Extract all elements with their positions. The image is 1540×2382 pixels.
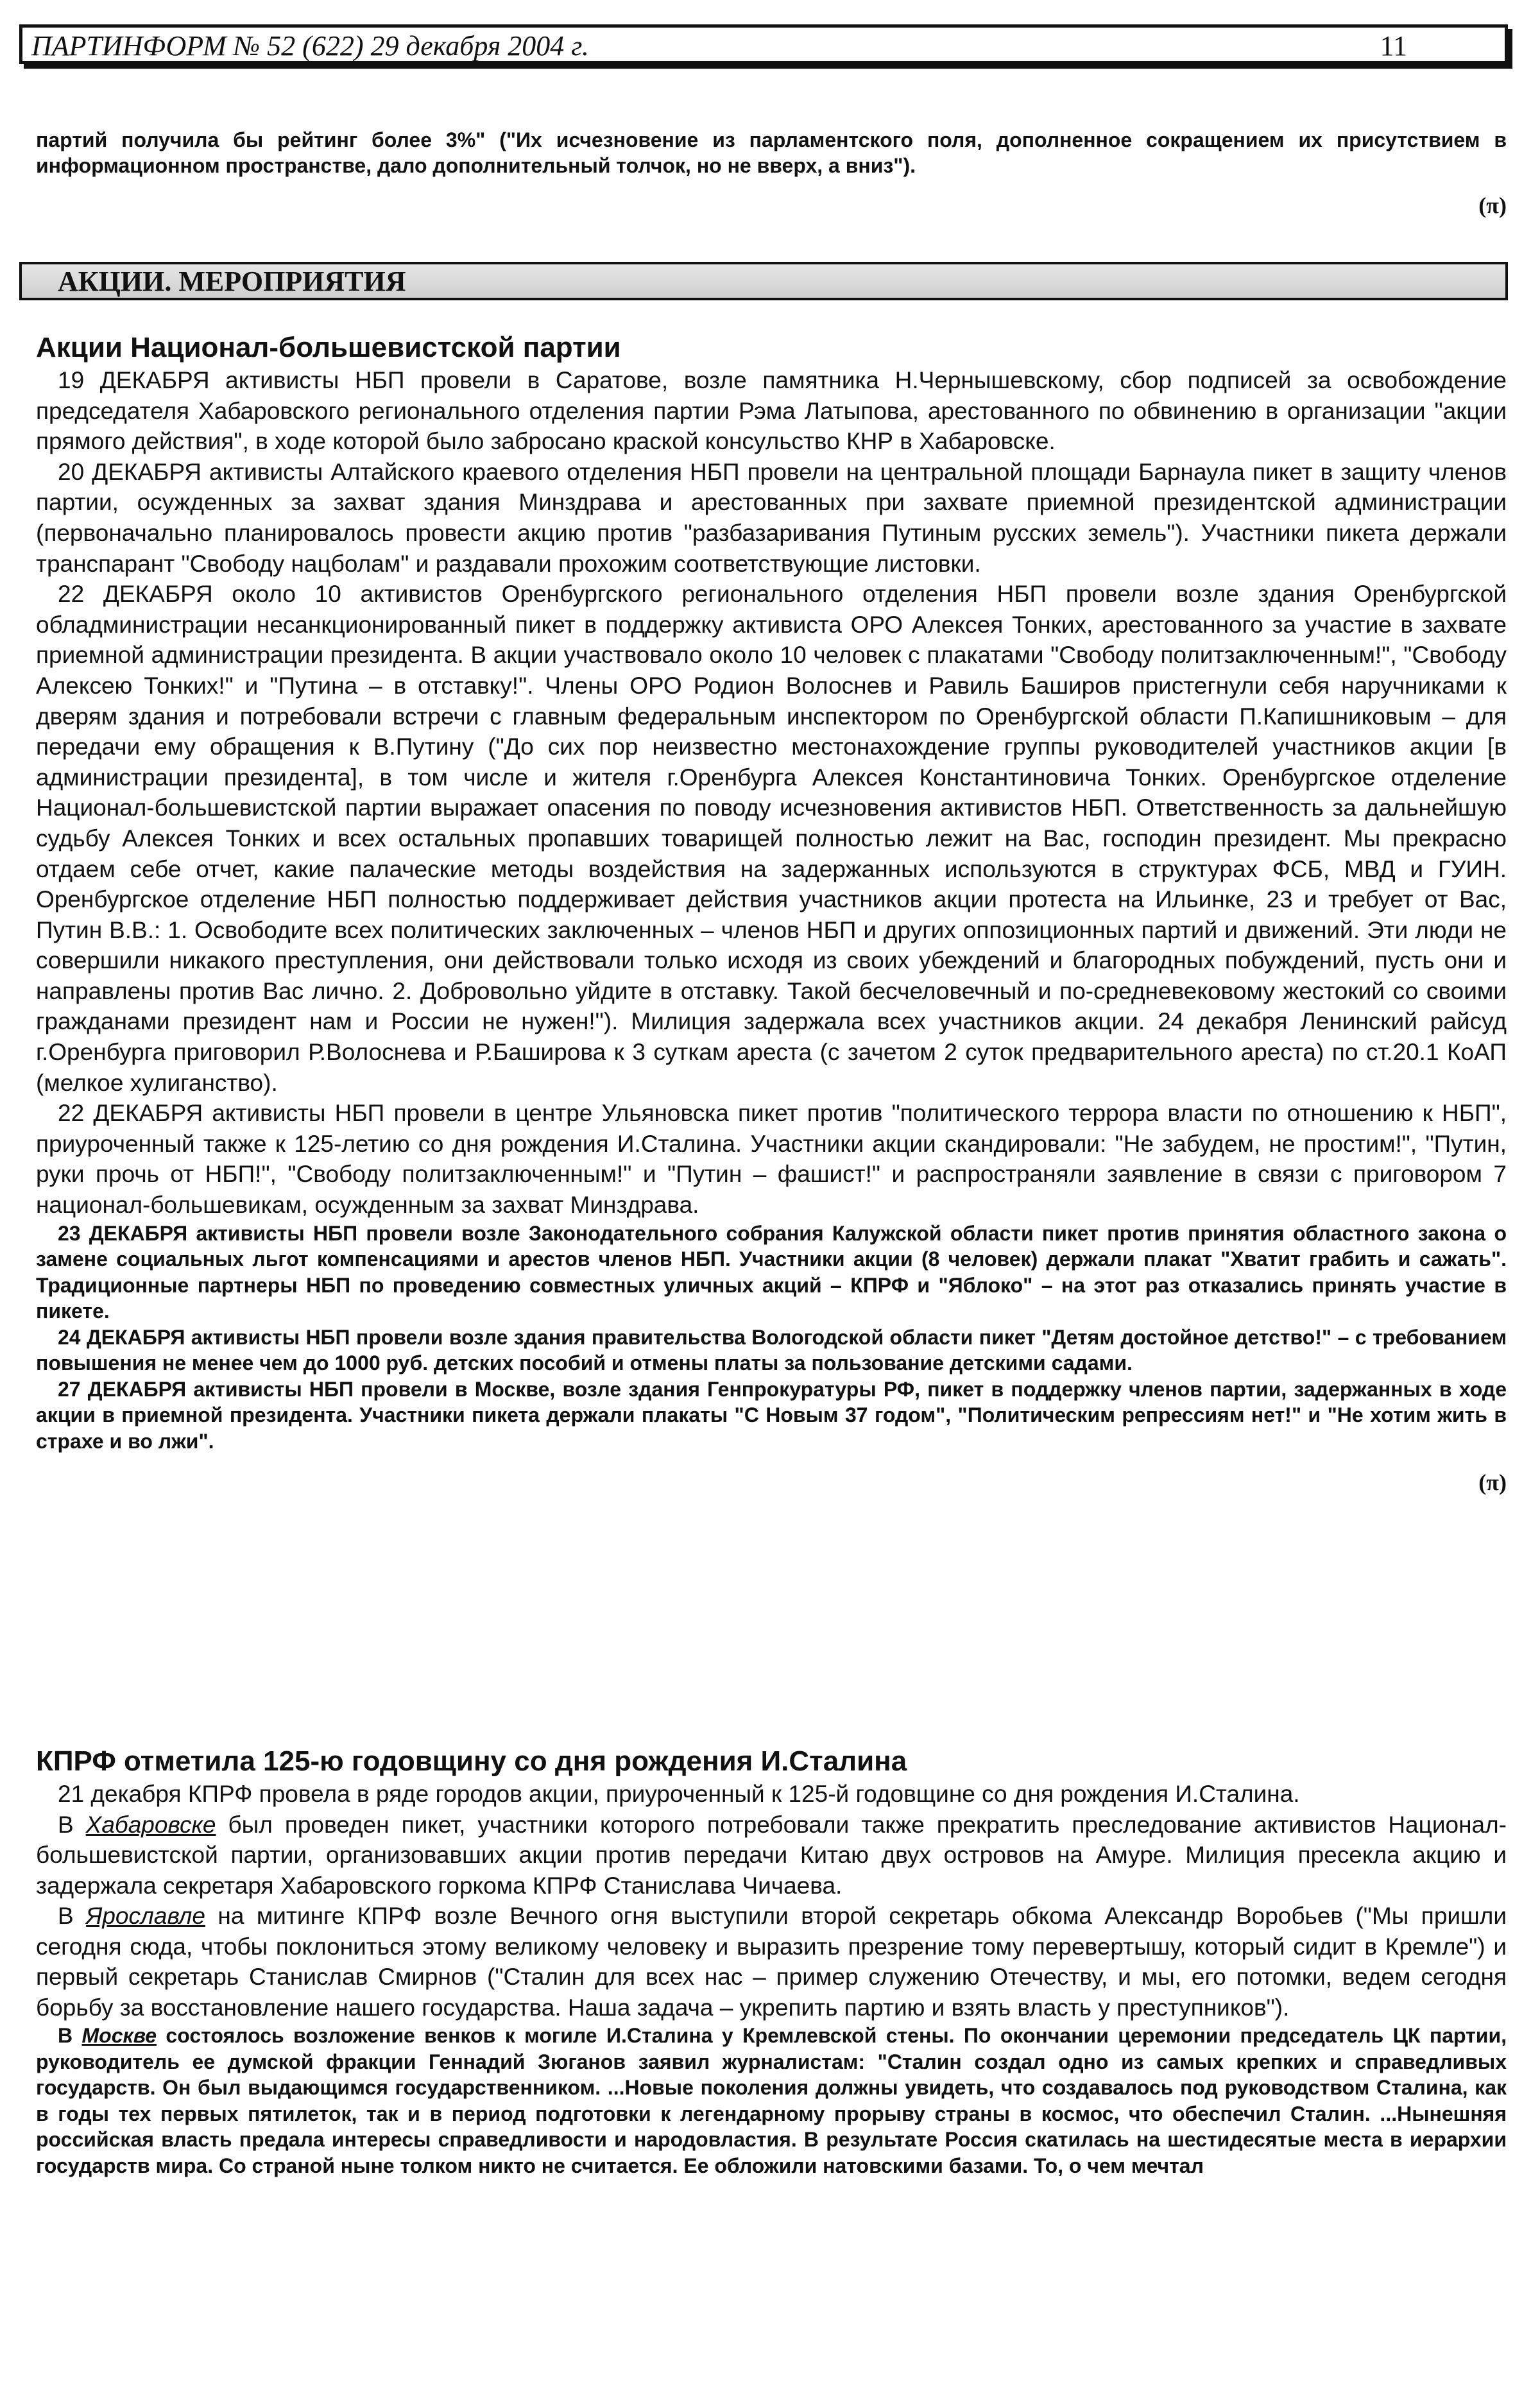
paragraph-prefix: В bbox=[58, 1811, 74, 1838]
header-title: ПАРТИНФОРМ № 52 (622) 29 декабря 2004 г. bbox=[31, 30, 589, 62]
intro-signature: (π) bbox=[1478, 193, 1507, 218]
paragraph-prefix: В bbox=[58, 2024, 73, 2047]
article-paragraph bbox=[36, 1810, 1507, 1901]
article-title: КПРФ отметила 125-ю годовщину со дня рождения И.Сталина bbox=[36, 1745, 907, 1777]
article-kprf bbox=[36, 1744, 1507, 2179]
paragraph-prefix: В bbox=[58, 1903, 74, 1929]
article-paragraph: 22 ДЕКАБРЯ около 10 активистов Оренбургского регионального отделения НБП провели возле здания Оренбургской обладминистрации несанкционированный пикет в поддержку активиста ОРО Алексея Тонких, арестованного за участие в захвате приемной администрации президента. В акции участвовало около 10 человек с плакатами "Свободу политзаключенным!", "Свободу Алексею Тонких!" и "Путина – в отставку!". Члены ОРО Родион Волоснев и Равиль Баширов пристегнули себя наручниками к дверям здания и потребовали встречи с главным федеральным инспектором по Оренбургской области П.Капишниковым – для передачи ему обращения к В.Путину ("До сих пор неизвестно местонахождение группы руководителей участников акции [в администрации президента], в том числе и жителя г.Оренбурга Алексея Константиновича Тонких. Оренбургское отделение Национал-большевистской партии выражает опасения по поводу исчезновения активистов НБП. Ответственность за дальнейшую судьбу Алексея Тонких и всех остальных пропавших товарищей полностью лежит на Вас, господин президент. Мы прекрасно отдаем себе отчет, какие палаческие методы воздействия на задержанных используются в структурах ФСБ, МВД и ГУИН. Оренбургское отделение НБП полностью поддерживает действия участников акции протеста на Ильинке, 23 и требует от Вас, Путин В.В.: 1. Освободите всех политических заключенных – членов НБП и других оппозиционных партий и движений. Эти люди не совершили никакого преступления, они действовали только исходя из своих убеждений и благородных побуждений, пусть они и направлены против Вас лично. 2. Добровольно уйдите в отставку. Такой бесчеловечный и по-средневековому жестокий со своими гражданами президент нам и России не нужен!"). Милиция задержала всех участников акции. 24 декабря Ленинский райсуд г.Оренбурга приговорил Р.Волоснева и Р.Баширова к 3 суткам ареста (с зачетом 2 суток предварительного ареста) по ст.20.1 КоАП (мелкое хулиганство). bbox=[36, 581, 1507, 1096]
page-number: 11 bbox=[1380, 30, 1407, 62]
article-paragraph bbox=[36, 1901, 1507, 2023]
paragraph-text: был проведен пикет, участники которого потребовали также прекратить преследование активистов Национал-большевистской партии, организовавших акции против передачи Китаю двух островов на Амуре. Милиция пресекла акцию и задержала секретаря Хабаровского горкома КПРФ Станислава Чичаева. bbox=[36, 1811, 1507, 1899]
article-paragraph-bold: 27 ДЕКАБРЯ активисты НБП провели в Москве, возле здания Генпрокуратуры РФ, пикет в поддержку членов партии, задержанных в ходе акции в приемной президента. Участники пикета держали плакаты "С Новым 37 годом", "Политическим репрессиям нет!" и "Не хотим жить в страхе и во лжи". bbox=[36, 1377, 1507, 1453]
article-paragraph: 21 декабря КПРФ провела в ряде городов акции, приуроченный к 125-й годовщине со дня рождения И.Сталина. bbox=[58, 1781, 1300, 1807]
article-nbp bbox=[36, 330, 1507, 1496]
article-paragraph: 20 ДЕКАБРЯ активисты Алтайского краевого отделения НБП провели на центральной площади Барнаула пикет в защиту членов партии, осужденных за захват здания Минздрава и арестованных при захвате приемной президентской администрации (первоначально планировалось провести акцию против "разбазаривания Путиным русских земель"). Участники пикета держали транспарант "Свободу нацболам" и раздавали прохожим соответствующие листовки. bbox=[36, 458, 1507, 577]
city-name: Хабаровске bbox=[85, 1811, 216, 1838]
paragraph-text: на митинге КПРФ возле Вечного огня выступили второй секретарь обкома Александр Воробьев ("Мы пришли сегодня сюда, чтобы поклониться этому великому человеку и выразить презрение тому перевертышу, который сидит в Кремле") и первый секретарь Станислав Смирнов ("Сталин для всех нас – пример служению Отечеству, и мы, его потомки, ведем сегодня борьбу за восстановление нашего государства. Наша задача – укрепить партию и взять власть у преступников"). bbox=[36, 1903, 1507, 2021]
article-signature: (π) bbox=[1478, 1469, 1507, 1496]
intro-text: партий получила бы рейтинг более 3%" ("Их исчезновение из парламентского поля, дополненное сокращением их присутствием в информационном пространстве, дало дополнительный толчок, но не вверх, а вниз"). bbox=[36, 128, 1507, 177]
article-title: Акции Национал-большевистской партии bbox=[36, 332, 621, 363]
article-paragraph: 22 ДЕКАБРЯ активисты НБП провели в центре Ульяновска пикет против "политического террора власти по отношению к НБП", приуроченный также к 125-летию со дня рождения И.Сталина. Участники акции скандировали: "Не забудем, не простим!", "Путин, руки прочь от НБП!", "Свободу политзаключенным!" и "Путин – фашист!" и распространяли заявление в связи с приговором 7 национал-большевикам, осужденным за захват Минздрава. bbox=[36, 1100, 1507, 1219]
paragraph-text: состоялось возложение венков к могиле И.Сталина у Кремлевской стены. По окончании церемонии председатель ЦК партии, руководитель ее думской фракции Геннадий Зюганов заявил журналистам: "Сталин создал одно из самых крепких и справедливых государств. Он был выдающимся государственником. ...Новые поколения должны увидеть, что создавалось под руководством Сталина, как в годы тех первых пятилеток, так и в период подготовки к легендарному прорыву страны в космос, что обеспечил Сталин. ...Нынешняя российская власть предала интересы справедливости и народовластия. В результате Россия скатилась на шестидесятые места в иерархии государств мира. Со страной ныне толком никто не считается. Ее обложили натовскими базами. То, о чем мечтал bbox=[36, 2024, 1507, 2177]
intro-block bbox=[36, 127, 1507, 219]
article-paragraph-bold bbox=[36, 2023, 1507, 2179]
section-header bbox=[19, 262, 1508, 300]
article-paragraph-bold: 23 ДЕКАБРЯ активисты НБП провели возле Законодательного собрания Калужской области пикет против принятия областного закона о замене социальных льгот компенсациями и арестов членов НБП. Участники акции (8 человек) держали плакат "Хватит грабить и сажать". Традиционные партнеры НБП по проведению совместных уличных акций – КПРФ и "Яблоко" – на этот раз отказались принять участие в пикете. bbox=[36, 1221, 1507, 1323]
article-paragraph-bold: 24 ДЕКАБРЯ активисты НБП провели возле здания правительства Вологодской области пикет "Детям достойное детство!" – с требованием повышения не менее чем до 1000 руб. детских пособий и отмены платы за пользование детскими садами. bbox=[36, 1325, 1507, 1375]
city-name: Ярославле bbox=[86, 1903, 205, 1929]
article-paragraph: 19 ДЕКАБРЯ активисты НБП провели в Саратове, возле памятника Н.Чернышевскому, сбор подписей за освобождение председателя Хабаровского регионального отделения партии Рэма Латыпова, арестованного по обвинению в организации "акции прямого действия", в ходе которой было забросано краской консульство КНР в Хабаровске. bbox=[36, 367, 1507, 455]
section-title: АКЦИИ. МЕРОПРИЯТИЯ bbox=[58, 266, 406, 297]
city-name: Москве bbox=[81, 2024, 157, 2047]
page-header bbox=[19, 24, 1508, 64]
